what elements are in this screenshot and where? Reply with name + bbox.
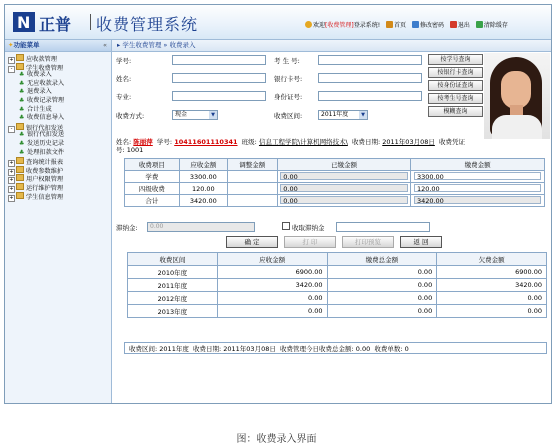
- late-fee-label: 滞纳金:: [116, 224, 138, 232]
- folder-icon: [16, 183, 24, 190]
- collapse-toggle-icon[interactable]: -: [8, 126, 15, 133]
- status-count: 0: [404, 345, 409, 353]
- leaf-icon: ♣: [19, 139, 25, 147]
- fee-item: 学费: [125, 171, 180, 183]
- folder-icon: [16, 63, 24, 70]
- major-input[interactable]: [172, 91, 266, 101]
- summary-table-header: [128, 253, 547, 266]
- column-header: 缴费总金额: [327, 253, 437, 266]
- due-cell: 0.00: [217, 305, 327, 318]
- student-info: 姓名: 陈丽萍 学号: 10411601110341 班级: 信息工程学院\计算机网络技术\ 收费日期: 2011年03月08日 收费凭证 号: 1001: [116, 138, 465, 154]
- folder-icon: [16, 54, 24, 61]
- bank-card-label: 银行卡号:: [274, 75, 303, 83]
- period-cell: 2010年度: [128, 266, 218, 279]
- breadcrumb-sep: »: [163, 41, 168, 49]
- paid-cell: 0.00: [327, 279, 437, 292]
- menu-icon: ✦: [8, 41, 14, 49]
- fee-period-label: 收费区间:: [274, 112, 303, 120]
- sidebar-group[interactable]: [5, 174, 111, 183]
- adjust-amount: [227, 195, 277, 207]
- expand-toggle-icon[interactable]: +: [9, 57, 14, 63]
- receipt-number: 号: 1001: [116, 146, 144, 154]
- folder-icon: [16, 174, 24, 181]
- id-card-label: 身份证号:: [274, 93, 303, 101]
- adjust-amount: [227, 171, 277, 183]
- period-cell: 2012年度: [128, 292, 218, 305]
- sidebar-item-label: 发送历史记录: [27, 139, 65, 147]
- clear-cache-link[interactable]: 清除缓存: [476, 20, 508, 29]
- sidebar-item-label: 应收款管理: [26, 56, 57, 63]
- pay-amount-total: 3420.00: [414, 196, 541, 204]
- late-fee-amount-input[interactable]: [336, 222, 430, 232]
- sidebar-item-label: 学生收费管理: [26, 64, 64, 72]
- status-today-total: 0.00: [355, 345, 371, 353]
- sidebar-group[interactable]: [5, 192, 111, 201]
- change-password-link[interactable]: 修改密码: [412, 20, 444, 29]
- id-card-input[interactable]: [318, 91, 422, 101]
- app-header: [5, 5, 551, 40]
- sidebar-group[interactable]: [5, 157, 111, 166]
- leaf-icon: ♣: [19, 96, 25, 104]
- student-id-input[interactable]: [172, 55, 266, 65]
- period-cell: 2013年度: [128, 305, 218, 318]
- print-preview-button[interactable]: 打印预览: [342, 236, 394, 248]
- exam-no-label: 考 生 号:: [274, 57, 300, 65]
- fee-period-select[interactable]: 2011年度 ▼: [318, 110, 368, 120]
- collapse-toggle-icon[interactable]: -: [8, 66, 15, 73]
- pay-amount-input[interactable]: 120.00: [414, 184, 541, 192]
- fee-date-value: 2011年03月08日: [382, 138, 435, 146]
- column-header: 缴费金额: [411, 159, 545, 171]
- leaf-icon: ♣: [19, 88, 25, 96]
- major-label: 专业:: [116, 93, 132, 101]
- pay-method-select[interactable]: 现金 ▼: [172, 110, 218, 120]
- fee-item: 四级收费: [125, 183, 180, 195]
- sidebar-header: [5, 40, 111, 52]
- sidebar-item[interactable]: [5, 88, 111, 97]
- column-header: 已缴金额: [277, 159, 411, 171]
- paid-cell: 0.00: [327, 292, 437, 305]
- late-fee-input[interactable]: 0.00: [147, 222, 255, 232]
- expand-toggle-icon[interactable]: +: [9, 160, 14, 167]
- sidebar-item-label: 合计生成: [27, 105, 52, 113]
- sidebar-item[interactable]: [5, 106, 111, 115]
- sidebar-item-label: 用户权限管理: [26, 176, 64, 184]
- sidebar-item-label: 收费参数维护: [26, 167, 64, 175]
- sidebar-item-label: 处理扣款文件: [27, 148, 65, 156]
- chevron-down-icon: ▼: [209, 111, 217, 119]
- bank-card-input[interactable]: [318, 73, 422, 83]
- owed-cell: 0.00: [437, 305, 547, 318]
- column-header: 应收金额: [179, 159, 227, 171]
- figure-caption: 图：收费录入界面: [236, 434, 317, 445]
- breadcrumb-arrow-icon: ▸: [117, 41, 121, 49]
- leaf-icon: ♣: [19, 148, 25, 156]
- fuzzy-query-button[interactable]: 模糊查询: [428, 106, 483, 117]
- sidebar-item[interactable]: [5, 80, 111, 89]
- print-button[interactable]: 打 印: [284, 236, 336, 248]
- column-header: 应收金额: [217, 253, 327, 266]
- paid-cell: 0.00: [327, 266, 437, 279]
- user-icon: [305, 21, 312, 28]
- table-row: [128, 292, 547, 305]
- name-input[interactable]: [172, 73, 266, 83]
- pay-method-label: 收费方式:: [116, 112, 145, 120]
- table-row: [128, 266, 547, 279]
- column-header: 收费区间: [128, 253, 218, 266]
- leaf-icon: ♣: [19, 131, 25, 139]
- sidebar-item-label: 退费录入: [27, 88, 52, 96]
- query-by-bank-card-button[interactable]: 按银行卡查询: [428, 67, 483, 78]
- due-cell: 0.00: [217, 292, 327, 305]
- pay-amount-input[interactable]: 3300.00: [414, 172, 541, 180]
- period-summary-table: [127, 252, 547, 318]
- home-link[interactable]: 首页: [386, 20, 406, 29]
- folder-icon: [16, 157, 24, 164]
- breadcrumb: [112, 40, 551, 52]
- sidebar-item-label: 收费信息导入: [27, 114, 65, 122]
- paid-amount-field: 0.00: [280, 196, 407, 204]
- folder-icon: [16, 192, 24, 199]
- breadcrumb-root[interactable]: 学生收费管理: [122, 41, 162, 49]
- student-name: 陈丽萍: [133, 138, 153, 146]
- logo-glyph: N: [17, 13, 31, 32]
- sidebar-item-label: 查询统计报表: [26, 159, 64, 167]
- sidebar-item-label: 运行维护管理: [26, 184, 64, 192]
- sidebar-title: 功能菜单: [13, 41, 40, 49]
- sidebar-group[interactable]: [5, 166, 111, 175]
- fee-table-header: [125, 159, 545, 171]
- sidebar: [5, 40, 112, 403]
- query-by-student-id-button[interactable]: 按学号查询: [428, 54, 483, 65]
- expand-toggle-icon[interactable]: +: [9, 194, 14, 201]
- logout-link[interactable]: 退出: [450, 20, 470, 29]
- breadcrumb-current: 收费录入: [169, 41, 196, 49]
- paid-cell: 0.00: [327, 305, 437, 318]
- confirm-button[interactable]: 确 定: [226, 236, 278, 248]
- leaf-icon: ♣: [19, 114, 25, 122]
- sidebar-group[interactable]: [5, 63, 111, 72]
- app-window: [4, 4, 552, 404]
- top-toolbar: [305, 20, 551, 32]
- student-id-label: 学号:: [116, 57, 132, 65]
- company-logo: [13, 12, 35, 32]
- leaf-icon: ♣: [19, 71, 25, 79]
- table-row: [128, 279, 547, 292]
- owed-cell: 6900.00: [437, 266, 547, 279]
- chevron-down-icon: ▼: [359, 111, 367, 119]
- paid-amount-field: 0.00: [280, 184, 407, 192]
- folder-icon: [16, 166, 24, 173]
- leaf-icon: ♣: [19, 79, 25, 87]
- exit-icon: [450, 21, 457, 28]
- late-fee-checkbox-label: 收取滞纳金: [292, 224, 325, 232]
- status-period: 2011年度: [159, 345, 189, 353]
- table-row: [125, 171, 545, 183]
- expand-toggle-icon[interactable]: +: [9, 185, 14, 192]
- sidebar-item-label: 学生信息管理: [26, 193, 64, 201]
- folder-icon: [16, 123, 24, 130]
- paid-amount-field: 0.00: [280, 172, 407, 180]
- table-row: [128, 305, 547, 318]
- class-value: 信息工程学院\计算机网络技术\: [258, 138, 348, 146]
- sidebar-item[interactable]: [5, 114, 111, 123]
- welcome-text: 欢迎[收费管理]登录系统!: [305, 20, 380, 29]
- due-amount: 120.00: [179, 183, 227, 195]
- status-bar: 收费区间: 2011年度 收费日期: 2011年03月08日 收费管理今日收费总金额: 0.00 收费单数: 0: [124, 342, 547, 354]
- status-date: 2011年03月08日: [223, 345, 276, 353]
- back-button[interactable]: 返 回: [400, 236, 442, 248]
- owed-cell: 3420.00: [437, 279, 547, 292]
- clear-cache-icon: [476, 21, 483, 28]
- main-content: [112, 40, 551, 403]
- system-title: 收费管理系统: [96, 15, 199, 34]
- due-amount: 3300.00: [179, 171, 227, 183]
- sidebar-group[interactable]: [5, 183, 111, 192]
- due-cell: 6900.00: [217, 266, 327, 279]
- expand-toggle-icon[interactable]: +: [9, 168, 14, 175]
- welcome-user: [收费管理]: [325, 22, 354, 29]
- query-by-exam-no-button[interactable]: 按考生号查询: [428, 93, 483, 104]
- late-fee-checkbox[interactable]: [282, 222, 290, 230]
- period-cell: 2011年度: [128, 279, 218, 292]
- adjust-amount: [227, 183, 277, 195]
- due-amount: 3420.00: [179, 195, 227, 207]
- sidebar-item[interactable]: [5, 71, 111, 80]
- fee-item: 合计: [125, 195, 180, 207]
- header-divider: [90, 14, 91, 30]
- sidebar-item-label: 无应收款录入: [27, 79, 65, 87]
- receipt-label: 收费凭证: [439, 138, 465, 146]
- sidebar-item[interactable]: [5, 140, 111, 149]
- table-row: [125, 195, 545, 207]
- sidebar-item-label: 收费录入: [27, 71, 52, 79]
- menu-tree: [5, 52, 111, 200]
- due-cell: 3420.00: [217, 279, 327, 292]
- collapse-button[interactable]: «: [103, 41, 107, 49]
- column-header: 欠费金额: [437, 253, 547, 266]
- sidebar-item[interactable]: [5, 149, 111, 158]
- sidebar-item[interactable]: [5, 131, 111, 140]
- query-by-id-card-button[interactable]: 按身份证查询: [428, 80, 483, 91]
- sidebar-item-label: 收费记录管理: [27, 96, 65, 104]
- home-icon: [386, 21, 393, 28]
- name-label: 姓名:: [116, 75, 132, 83]
- exam-no-input[interactable]: [318, 55, 422, 65]
- key-icon: [412, 21, 419, 28]
- sidebar-group[interactable]: [5, 54, 111, 63]
- brand-name: 正普: [39, 15, 72, 34]
- owed-cell: 0.00: [437, 292, 547, 305]
- table-row: [125, 183, 545, 195]
- column-header: 调整金额: [227, 159, 277, 171]
- student-id-value: 10411601110341: [174, 138, 238, 146]
- sidebar-item[interactable]: [5, 97, 111, 106]
- student-photo: [484, 53, 550, 139]
- expand-toggle-icon[interactable]: +: [9, 177, 14, 184]
- fee-table: [124, 158, 545, 207]
- leaf-icon: ♣: [19, 105, 25, 113]
- sidebar-item-label: 银行代扣发送: [26, 124, 64, 132]
- column-header: 收费项目: [125, 159, 180, 171]
- sidebar-item-label: 银行代扣发送: [27, 131, 65, 139]
